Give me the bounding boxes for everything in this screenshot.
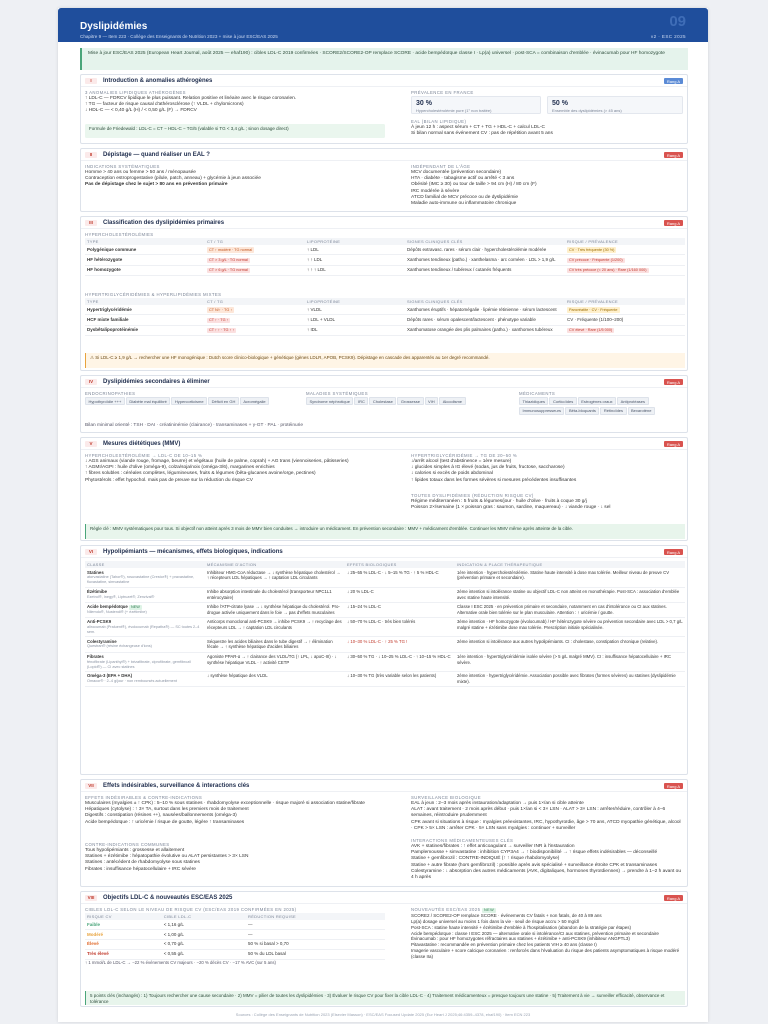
list-item: Contraception estroprogestative (pilule, patch, anneau) + glycémie à jeun associée <box>85 176 261 182</box>
list-item: Hépatiques (cytolyse) : ↑ 3× TA, surtout dans les premiers mois de traitement <box>85 807 249 813</box>
table-row: Hypertriglycéridémie CT N/↑ · TG ↑ ↑ VLDL Xanthomes éruptifs · hépatomégalie · lipémie rétinienne · sérum lactescent Pancréatite · CV · Fréquente <box>85 305 685 315</box>
section-drugs <box>80 545 688 775</box>
list-item: ATCD familial de MCV précoce ou de dyslipidémie <box>411 194 519 200</box>
label-contraindications: CONTRE-INDICATIONS COMMUNES <box>85 842 170 847</box>
update-banner: Mise à jour ESC/EAS 2025 (European Heart Journal, août 2025 — ehaf190) : cibles LDL-C 2019 confirmées · SCORE2/SCORE2-OP remplace SCORE · acide bempédoïque classe I · Lp(a) universel · post-SCA = combinaison d'emblée · évinacumab pour HF homozygote <box>80 48 688 70</box>
section-number: IV <box>85 379 97 385</box>
label-drugs: MÉDICAMENTS <box>519 391 556 396</box>
table-row: Faible < 1,16 g/L — <box>85 920 385 929</box>
list-item: Post-SCA : statine haute intensité + ézétimibe d'emblée à l'hospitalisation (abandon de la stratégie par étapes) <box>411 924 631 930</box>
stat-card: 50 % Ensemble des dyslipidémies (> 45 ans) <box>547 96 683 114</box>
label-hyperchol-diet: HYPERCHOLESTÉROLÉMIE → LDL-C DE 10–15 % <box>85 453 203 458</box>
list-item: ↑ fibres solubles : céréales complètes, légumineuses, fruits & légumes (bêta-glucanes avoine/orge, pectines) <box>85 471 316 477</box>
list-systematic <box>85 170 385 189</box>
rank-badge: Rang A <box>664 441 683 447</box>
list-item: Lp(a) dosage universel au moins 1 fois dans la vie · seuil de risque accru > 50 mg/dl <box>411 918 579 924</box>
list-item: Si bilan normal sans événement CV : pas de répétition avant 5 ans <box>411 131 553 137</box>
section-title: Hypolipémiants — mécanismes, effets biologiques, indications <box>103 548 283 555</box>
label-adverse: EFFETS INDÉSIRABLES & CONTRE-INDICATIONS <box>85 795 203 800</box>
table-row: Fibrates fénofibrate (Lipanthyl®) + bézafibrate, ciprofibrate, gemfibrozil (Lopid®) — CI avec statines Agoniste PPAR-α → ↑ clairance des VLDL/TG (↑ LPL, ↓ apoC-III) · ↓ synthèse hépatique VLDL · ↑ activité CETP ↓ 30–50 % TG · ↓ 10–25 % LDL-C · ↑ 10–15 % HDL-C 1ère intention · hypertriglycéridémie isolée sévère (> 5 g/L malgré MMV). CI : insuffisance hépatocellulaire + IRC sévère. <box>85 652 685 671</box>
list-news <box>411 913 683 960</box>
label-eal: EAL (BILAN LIPIDIQUE) <box>411 119 467 124</box>
list-item: Digestifs : constipation (résines ++), nausées/ballonnements (oméga-3) <box>85 813 237 819</box>
label-hypertg: HYPERTRIGLYCÉRIDÉMIES & HYPERLIPIDÉMIES MIXTES <box>85 292 222 297</box>
table-row: HCF mixte familiale CT ↑ · TG ↑ ↑ LDL + VLDL Dépôts rares · sérum opalescent/lactescent · phénotype variable CV · Fréquente (1/100–200) <box>85 315 685 325</box>
list-item: Colestyramine : ↓ absorption des autres médicaments (AVK, digitaliques, hormones thyroïdiennes) → prendre à 1–2 h avant ou 4 h après <box>411 868 682 881</box>
label-interactions: INTERACTIONS MÉDICAMENTEUSES CLÉS <box>411 838 514 843</box>
table-row: HF hétérozygote CT > 3 g/L · TG normal ↑ ↑ LDL Xanthomes tendineux (patho.) · xanthelasma · arc cornéen · LDL > 1,9 g/L CV précoce · Fréquente (1/200) <box>85 255 685 265</box>
section-title: Introduction & anomalies athérogènes <box>103 77 213 84</box>
list-all-diet <box>411 499 683 511</box>
rank-badge: Rang A <box>664 895 683 901</box>
list-item: ↑ LDL-C — FDRCV lipidique le plus puissant. Relation positive et linéaire avec le risque coronarien. <box>85 96 297 101</box>
list-item: ALAT : avant traitement · 2 mois après début · puis 1×/an si < 3× LSN · ALAT > 3× LSN : arrêter/réduire, contrôler à 4–6 semaines, réintroduire prudemment <box>411 807 666 819</box>
list-contraindications <box>85 848 385 873</box>
list-adverse <box>85 801 385 826</box>
table-hyperchol: TYPE CT / TG LIPOPROTÉINE SIGNES CLINIQUES CLÉS RISQUE / PRÉVALENCE Polygénique commune CT ↑ modéré · TG normal ↑ LDL Dépôts extravasc. rares · sérum clair · hypercholestérolémie modérée CV · Très fréquente (30 %) HF hétérozygote CT > 3 g/L · TG normal ↑ ↑ LDL Xanthomes tendineux (patho.) · xanthelasma · arc cornéen · LDL > 1,9 g/L CV précoce · Fréquente (1/200) HF homozygote CT > 6 g/L · TG normal ↑ ↑ ↑ LDL Xanthomes tendineux / tubéreux / cutanés fréquents CV très précoce (< 20 ans) · Rare (1/160 000) <box>85 238 685 276</box>
list-item: ↑ lipides totaux dans les formes sévères si mesures précédentes insuffisantes <box>411 477 577 483</box>
list-item: Statines : antécédent de rhabdomyolyse sous statines <box>85 860 200 866</box>
section-targets <box>80 891 688 1007</box>
label-targets: CIBLES LDL-C SELON LE NIVEAU DE RISQUE CV (ESC/EAS 2019 CONFIRMÉES EN 2025) <box>85 907 297 912</box>
label-prevalence: PRÉVALENCE EN FRANCE <box>411 90 474 95</box>
list-item: Statine + gemfibrozil : CONTRE-INDIQUÉ (↑ ↑ risque rhabdomyolyse) <box>411 856 560 862</box>
table-hypertg: TYPE CT / TG LIPOPROTÉINE SIGNES CLINIQUES CLÉS RISQUE / PRÉVALENCE Hypertriglycéridémie CT N/↑ · TG ↑ ↑ VLDL Xanthomes éruptifs · hépatomégalie · lipémie rétinienne · sérum lactescent Pancréatite · CV · Fréquente HCF mixte familiale CT ↑ · TG ↑ ↑ LDL + VLDL Dépôts rares · sérum opalescent/lactescent · phénotype variable CV · Fréquente (1/100–200) Dysbêtalipoprotéinémie CT ↑ ↑ · TG ↑ ↑ ↑ IDL Xanthomatose orangée des plis palmaires (patho.) · xanthomes tubéreux CV élevé · Rare (1/5 000) <box>85 298 685 336</box>
list-item: Musculaires (myalgies ± ↑ CPK) : 5–10 % sous statines · rhabdomyolyse exceptionnelle · risque majoré si association statine/fibrate <box>85 801 365 806</box>
list-age-independent <box>411 170 683 207</box>
pills-systemic: Syndrome néphrotique IRC Cholestase Grossesse VIH Alcoolisme <box>306 397 496 407</box>
key-points-note: 5 points clés (inchangés) : 1) Toujours rechercher une cause secondaire · 2) MMV = pilier de toutes les dyslipidémies · 3) Évaluer le risque CV pour fixer la cible LDL-C · 4) Traitement médicamenteux = presque toujours une statine · 5) Traitement à vie → surveiller efficacité, observance et tolérance <box>85 991 685 1005</box>
table-row: Oméga-3 (EPA + DHA) Omacor® · 2–4 g/jour · non remboursés actuellement ↓ synthèse hépatique des VLDL ↓ 10–30 % TG (très variable selon les patients) 2ème intention · hypertriglycéridémie. Association possible avec fibrates (formes sévères) ou statines (dyslipidémie mixte). <box>85 671 685 686</box>
label-endocrine: ENDOCRINOPATHIES <box>85 391 136 396</box>
table-row: Statines atorvastatine (Tahor®), rosuvastatine (Crestor®) + pravastatine, fluvastatine, simvastatine Inhibiteur HMG-CoA réductase → ↓ synthèse hépatique cholestérol → ↑ récepteurs LDL hépatiques → ↑ captation LDL circulants ↓ 25–55 % LDL-C · ↓ 5–15 % TG · ↑ 5 % HDL-C 1ère intention · hypercholestérolémie. Statine haute intensité à dose max tolérée. Meilleur niveau de preuve CV (prévention primaire et secondaire). <box>85 568 685 587</box>
rank-badge: Rang A <box>664 379 683 385</box>
list-item: MCV documentée (prévention secondaire) <box>411 170 502 175</box>
section-intro <box>80 74 688 144</box>
list-item: Phytostérols : effet hypochol. mais pas de preuve sur la réduction du risque CV <box>85 477 253 483</box>
page-subtitle: Chapitre 9 — Item 223 · Collège des Enseignants de Nutrition 2023 + mise à jour ESC/EAS 2025 <box>80 34 278 39</box>
table-row: Ézétimibe Ezetrol®, Inegy®, Liptruzet®, Zenzival® Inhibe absorption intestinale du cholestérol (transporteur NPC1L1 entérocytaire) ↓ 20 % LDL-C 2ème intention si intolérance statine ou objectif LDL-C non atteint en monothérapie. Post-SCA : association d'emblée avec statine haute intensité. <box>85 587 685 602</box>
list-item: Statine + autre fibrate (hors gemfibrozil) : possible après avis spécialisé + surveillance étroite CPK et transaminases <box>411 862 658 868</box>
list-item: IRC modérée à sévère <box>411 188 460 194</box>
list-item: Pitavastatine : recommandée en prévention primaire chez les patients VIH ≥ 40 ans (classe I) <box>411 942 597 948</box>
label-news: NOUVEAUTÉS ESC/EAS 2025 NEW <box>411 907 495 912</box>
rank-badge: Rang A <box>664 549 683 555</box>
table-row: Polygénique commune CT ↑ modéré · TG normal ↑ LDL Dépôts extravasc. rares · sérum clair · hypercholestérolémie modérée CV · Très fréquente (30 %) <box>85 245 685 255</box>
pills-drugs: Thiazidiques Corticoïdes Estrogènes oraux AntiprotéasesImmunosuppresseurs Bêta-bloquants Rétinoïdes Bexarotène <box>519 397 685 416</box>
list-item: Pas de dépistage chez le sujet > 80 ans en prévention primaire <box>85 182 228 188</box>
list-item: Fibrates : insuffisance hépatocellulaire + IRC sévère <box>85 866 196 872</box>
section-classification <box>80 216 688 371</box>
label-all-diet: TOUTES DYSLIPIDÉMIES (RÉDUCTION RISQUE CV) <box>411 493 534 498</box>
section-number: V <box>85 441 97 447</box>
list-item: AVK + statines/fibrates : ↑ effet anticoagulant → surveiller INR à l'instauration <box>411 844 575 849</box>
section-title: Mesures diététiques (MMV) <box>103 440 181 447</box>
list-item: Imagerie vasculaire + score calcique coronarien : renforcés dans l'évaluation du risque des patients asymptomatiques à risque modéré (classe IIa) <box>411 948 680 959</box>
list-item: Maladie auto-immune ou inflammatoire chronique <box>411 201 517 207</box>
list-item: ↓ HDL-C — < 0,40 g/L (H) / < 0,50 g/L (F) → FDRCV <box>85 108 197 114</box>
list-item: ↑ TG — facteur de risque causal d'athérosclérose (↑ VLDL + chylomicrons) <box>85 102 244 108</box>
list-item: Poisson 2×/semaine (1 × poisson gras : saumon, sardine, maquereau) · ↓ viande rouge · ↓ sel <box>411 505 611 511</box>
list-item: Statines + ézétimibe : hépatopathie évolutive ou ALAT persistantes > 3× LSN <box>85 854 249 860</box>
list-item: Régime méditerranéen : 5 fruits & légumes/jour · huile d'olive · fruits à coque 30 g/j <box>411 499 587 504</box>
table-row: Élevé < 0,70 g/L 50 % si basal > 0,70 <box>85 939 385 949</box>
table-row: Acide bempédoïque NEW Nilemdo®, Nustendi® (+ ézétimibe) Inhibe l'ATP-citrate lyase → ↓ synthèse hépatique du cholestérol. Pro-drogue activée uniquement dans le foie → pas d'effets musculaires ↓ 15–24 % LDL-C Classe I ESC 2025 · en prévention primaire et secondaire, notamment en cas d'intolérance ou CI aux statines. Alternative orale bien tolérée sur le plan musculaire. Attention : ↑ uricémie / goutte. <box>85 602 685 617</box>
section-number: III <box>85 220 97 226</box>
hf-warning: ⚠ Si LDL-C ≥ 1,9 g/L → rechercher une HF monogénique : Dutch score clinico-biologique + génétique (gènes LDLR, APOB, PCSK9). Dépistage en cascade des apparentés au 1er degré recommandé. <box>85 353 685 368</box>
rank-badge: Rang A <box>664 783 683 789</box>
table-drugs: CLASSE MÉCANISME D'ACTION EFFETS BIOLOGIQUES INDICATION & PLACE THÉRAPEUTIQUE Statines atorvastatine (Tahor®), rosuvastatine (Crestor®) + pravastatine, fluvastatine, simvastatine Inhibiteur HMG-CoA réductase → ↓ synthèse hépatique cholestérol → ↑ récepteurs LDL hépatiques → ↑ captation LDL circulants ↓ 25–55 % LDL-C · ↓ 5–15 % TG · ↑ 5 % HDL-C 1ère intention · hypercholestérolémie. Statine haute intensité à dose max tolérée. Meilleur niveau de preuve CV (prévention primaire et secondaire). Ézétimibe Ezetrol®, Inegy®, Liptruzet®, Zenzival® Inhibe absorption intestinale du cholestérol (transporteur NPC1L1 entérocytaire) ↓ 20 % LDL-C 2ème intention si intolérance statine ou objectif LDL-C non atteint en monothérapie. Post-SCA : association d'emblée avec statine haute intensité. Acide bempédoïque NEW Nilemdo®, Nustendi® (+ ézétimibe) Inhibe l'ATP-citrate lyase → ↓ synthèse hépatique du cholestérol. Pro-drogue activée uniquement dans le foie → pas d'effets musculaires ↓ 15–24 % LDL-C Classe I ESC 2025 · en prévention primaire et secondaire, notamment en cas d'intolérance ou CI aux statines. Alternative orale bien tolérée sur le plan musculaire. Attention : ↑ uricémie / goutte. Anti-PCSK9 alirocumab (Praluent®), évolocumab (Repatha®) — SC toutes 2–4 sem. Anticorps monoclonal anti-PCSK9 → inhibe PCSK9 → ↑ recyclage des récepteurs LDL → ↑ captation LDL circulants ↓ 50–70 % LDL-C · très bien tolérés 3ème intention · HF homozygote (évolocumab) / HF hétérozygote sévère ou prévention secondaire avec LDL > 0,7 g/L malgré statine + ézétimibe dose max tolérée. Prescription initiale spécialisée. Colestyramine Questran® (résine échangeuse d'ions) Séquestre les acides biliaires dans le tube digestif → ↑ élimination fécale → ↑ synthèse hépatique d'acides biliaires ↓ 10–30 % LDL-C · ↑ 25 % TG ! 2ème intention si intolérance aux autres hypolipémiants. CI : cholestase, constipation chronique (relative). Fibrates fénofibrate (Lipanthyl®) + bézafibrate, ciprofibrate, gemfibrozil (Lopid®) — CI avec statines Agoniste PPAR-α → ↑ clairance des VLDL/TG (↑ LPL, ↓ apoC-III) · ↓ synthèse hépatique VLDL · ↑ activité CETP ↓ 30–50 % TG · ↓ 10–25 % LDL-C · ↑ 10–15 % HDL-C 1ère intention · hypertriglycéridémie isolée sévère (> 5 g/L malgré MMV). CI : insuffisance hépatocellulaire + IRC sévère. Oméga-3 (EPA + DHA) Omacor® · 2–4 g/jour · non remboursés actuellement ↓ synthèse hépatique des VLDL ↓ 10–30 % TG (très variable selon les patients) 2ème intention · hypertriglycéridémie. Association possible avec fibrates (formes sévères) ou statines (dyslipidémie mixte). <box>85 561 685 687</box>
chapter-number: 09 <box>669 13 686 30</box>
list-item: Tous hypolipémiants : grossesse et allaitement <box>85 848 185 853</box>
list-item: SCORE2 / SCORE2-OP remplace SCORE · événements CV fatals + non fatals, de 40 à 89 ans <box>411 913 602 918</box>
list-item: Homme > 40 ans ou femme > 50 ans / ménopausée <box>85 170 196 175</box>
label-systematic: INDICATIONS SYSTÉMATIQUES <box>85 164 160 169</box>
list-item: ↓ glucides simples à IG élevé (sodas, jus de fruits, fructose, saccharose) <box>411 465 565 471</box>
label-hypertg-diet: HYPERTRIGLYCÉRIDÉMIE → TG DE 20–50 % <box>411 453 518 458</box>
sheet <box>58 8 708 1022</box>
list-hyperchol-diet <box>85 459 385 484</box>
section-title: Objectifs LDL-C & nouveautés ESC/EAS 2025 <box>103 894 233 901</box>
page-title: Dyslipidémies <box>80 21 148 32</box>
label-anomalies: 3 ANOMALIES LIPIDIQUES ATHÉROGÈNES <box>85 90 186 95</box>
table-row: Modéré < 1,00 g/L — <box>85 930 385 940</box>
header <box>58 8 708 42</box>
list-eal <box>411 125 683 137</box>
key-rule-note: Règle clé : MMV systématiques pour tous. Si objectif non atteint après 3 mois de MMV bien conduites → introduire un médicament. En prévention secondaire : MMV + médicament d'emblée. Continuer les MMV même après atteinte de la cible. <box>85 524 685 539</box>
section-side-effects <box>80 779 688 887</box>
rank-badge: Rang A <box>664 220 683 226</box>
rank-badge: Rang A <box>664 78 683 84</box>
list-anomalies <box>85 96 385 115</box>
section-number: VI <box>85 549 97 555</box>
section-secondary <box>80 375 688 433</box>
footer-sources: Sources : Collège des Enseignants de Nutrition 2023 (Elsevier Masson) · ESC/EAS Focused Update 2025 (Eur Heart J 2025;46:4359–4378, ehaf190) · Item ECN 223 <box>235 1012 531 1017</box>
section-screening <box>80 148 688 212</box>
section-title: Dyslipidémies secondaires à éliminer <box>103 378 210 385</box>
section-number: VIII <box>85 895 97 901</box>
new-badge: NEW <box>484 908 495 912</box>
list-item: CPK avant si situations à risque : myalgies préexistantes, IRC, hypothyroïdie, âge > 70 ans, ATCD myopathie génétique, alcool · CPK > 5× LSN : arrêter CPK · 5× LSN sans myalgies : continuer + surveiller <box>411 819 681 831</box>
list-interactions <box>411 844 683 881</box>
list-item: Acide bempédoïque : classe I ESC 2025 — alternative orale si intolérance/CI aux statines, prévention primaire et secondaire <box>411 930 659 936</box>
friedewald-formula: Formule de Friedewald : LDL-C = CT − HDL-C − TG/5 (valable si TG < 3,4 g/L ; sinon dosage direct) <box>85 124 385 138</box>
list-item: ↓ AGS animaux (viande rouge, fromage, beurre) et végétaux (huile de palme, coprah) + AG trans (viennoiseries, pâtisseries) <box>85 459 349 464</box>
list-item: HTA · diabète · tabagisme actif ou arrêté < 3 ans <box>411 176 515 182</box>
list-item: Acide bempédoïque : ↑ uricémie / risque de goutte, légère ↑ transaminases <box>85 819 245 825</box>
version-meta: v2 · ESC 2025 <box>650 34 686 39</box>
list-item: EAL à jeun : 2–3 mois après instauration/adaptation → puis 1×/an si cible atteinte <box>411 801 584 806</box>
rank-badge: Rang A <box>664 152 683 158</box>
ldl-footnote: ↑ 1 mmol/L de LDL-C → −22 % événements CV majeurs · −20 % décès CV · −17 % AVC (sur 5 ans) <box>85 960 276 965</box>
list-item: Pamplemousse + simvastatine : inhibition CYP3A4 → ↑ biodisponibilité → ↑ risque effets indésirables — déconseillé <box>411 850 658 856</box>
list-item: Évinacumab : pour HF homozygotes réfractaires aux statines + ézétimibe + anti-PCSK9 (inhibiteur ANGPTL3) <box>411 936 630 942</box>
list-item: Obésité (IMC ≥ 30) ou tour de taille > 94 cm (H) / 80 cm (F) <box>411 182 537 188</box>
list-item: ↓/arrêt alcool (test d'abstinence = 1ère mesure) <box>411 459 512 464</box>
label-hyperchol: HYPERCHOLESTÉROLÉMIES <box>85 232 154 237</box>
table-row: Très élevé < 0,55 g/L 50 % du LDL basal <box>85 949 385 959</box>
table-row: HF homozygote CT > 6 g/L · TG normal ↑ ↑ ↑ LDL Xanthomes tendineux / tubéreux / cutanés fréquents CV très précoce (< 20 ans) · Rare (1/160 000) <box>85 265 685 275</box>
section-number: VII <box>85 783 97 789</box>
label-monitoring: SURVEILLANCE BIOLOGIQUE <box>411 795 482 800</box>
label-systemic: MALADIES SYSTÉMIQUES <box>306 391 368 396</box>
label-age-independent: INDÉPENDANT DE L'ÂGE <box>411 164 471 169</box>
pills-endocrine: Hypothyroïdie +++ Diabète mal équilibré Hypercorticisme Déficit en GH Acromégalie <box>85 397 275 407</box>
section-diet <box>80 437 688 541</box>
list-item: ↓ calories si excès de poids abdominal <box>411 471 493 477</box>
list-item: À jeun 12 h : aspect sérum + CT + TG + HDL-C + calcul LDL-C <box>411 125 545 130</box>
stat-card: 30 % Hypercholestérolémie pure (1° non traitée) <box>411 96 541 114</box>
section-title: Effets indésirables, surveillance & interactions clés <box>103 782 250 789</box>
list-item: ↑ AGMI/AGPI : huile d'olive (oméga-9), colza/soja/noix (oméga-3/6), margarines enrichies <box>85 465 275 471</box>
section-number: I <box>85 78 97 84</box>
section-title: Dépistage — quand réaliser un EAL ? <box>103 151 210 158</box>
table-row: Dysbêtalipoprotéinémie CT ↑ ↑ · TG ↑ ↑ ↑ IDL Xanthomatose orangée des plis palmaires (patho.) · xanthomes tubéreux CV élevé · Rare (1/5 000) <box>85 325 685 335</box>
list-hypertg-diet <box>411 459 683 484</box>
list-monitoring <box>411 801 683 832</box>
table-row: Colestyramine Questran® (résine échangeuse d'ions) Séquestre les acides biliaires dans le tube digestif → ↑ élimination fécale → ↑ synthèse hépatique d'acides biliaires ↓ 10–30 % LDL-C · ↑ 25 % TG ! 2ème intention si intolérance aux autres hypolipémiants. CI : cholestase, constipation chronique (relative). <box>85 637 685 652</box>
table-row: Anti-PCSK9 alirocumab (Praluent®), évolocumab (Repatha®) — SC toutes 2–4 sem. Anticorps monoclonal anti-PCSK9 → inhibe PCSK9 → ↑ recyclage des récepteurs LDL → ↑ captation LDL circulants ↓ 50–70 % LDL-C · très bien tolérés 3ème intention · HF homozygote (évolocumab) / HF hétérozygote sévère ou prévention secondaire avec LDL > 0,7 g/L malgré statine + ézétimibe dose max tolérée. Prescription initiale spécialisée. <box>85 617 685 636</box>
table-targets: RISQUE CV CIBLE LDL-C RÉDUCTION REQUISE Faible < 1,16 g/L — Modéré < 1,00 g/L — Élevé < 0,70 g/L 50 % si basal > 0,70 Très élevé < 0,55 g/L 50 % du LDL basal <box>85 913 385 960</box>
section-number: II <box>85 152 97 158</box>
section-title: Classification des dyslipidémies primaires <box>103 219 225 226</box>
minimal-workup: Bilan minimal orienté : TSH · DAI · créatininémie (clairance) · transaminases + γ-GT · PAL · protéinurie <box>85 423 304 428</box>
